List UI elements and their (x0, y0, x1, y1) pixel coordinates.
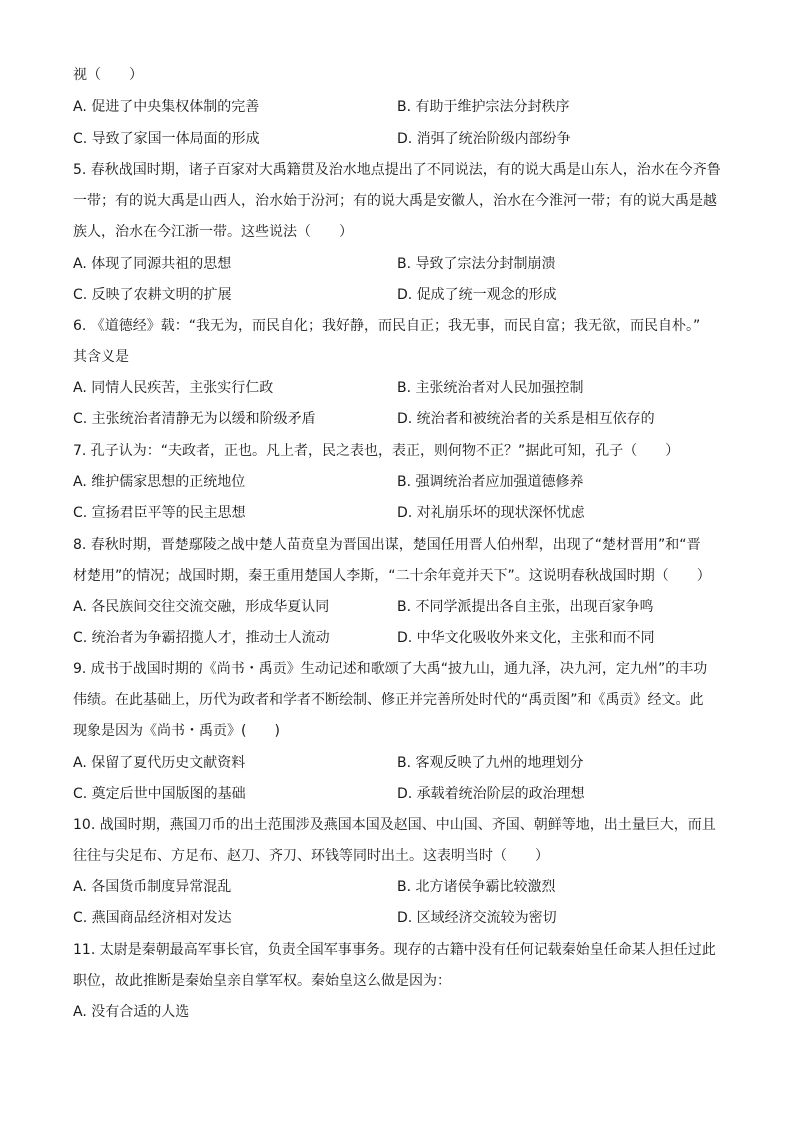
q4-option-c[interactable]: C. 导致了家国一体局面的形成 (73, 131, 260, 147)
q5-option-d[interactable]: D. 促成了统一观念的形成 (397, 287, 557, 303)
q8-stem-line-2: 材楚用”的情况；战国时期，秦王重用楚国人李斯，“二十余年竟并天下”。这说明春秋战国时期（ ） (73, 568, 711, 584)
q9-stem-line-2: 伟绩。在此基础上，历代为政者和学者不断绘制、修正并完善所处时代的“禹贡图”和《禹贡》经文。此 (73, 692, 704, 708)
q10-option-b[interactable]: B. 北方诸侯争霸比较激烈 (397, 879, 556, 895)
q8-option-a[interactable]: A. 各民族间交往交流交融，形成华夏认同 (73, 599, 330, 615)
q11-option-a[interactable]: A. 没有合适的人选 (73, 1004, 190, 1020)
q4-option-d[interactable]: D. 消弭了统治阶级内部纷争 (397, 131, 571, 147)
q10-stem-line-1: 10. 战国时期，燕国刀币的出土范围涉及燕国本国及赵国、中山国、齐国、朝鲜等地，出土量巨大，而且 (73, 817, 716, 833)
q9-stem-line-3: 现象是因为《尚书・禹贡》( ) (73, 723, 280, 739)
q10-option-d[interactable]: D. 区域经济交流较为密切 (397, 910, 557, 926)
q6-option-a[interactable]: A. 同情人民疾苦，主张实行仁政 (73, 380, 274, 396)
q7-option-a[interactable]: A. 维护儒家思想的正统地位 (73, 474, 246, 490)
q8-option-d[interactable]: D. 中华文化吸收外来文化，主张和而不同 (397, 630, 655, 646)
q6-option-d[interactable]: D. 统治者和被统治者的关系是相互依存的 (397, 411, 655, 427)
q7-stem-line-1: 7. 孔子认为：“夫政者，正也。凡上者，民之表也，表正，则何物不正？”据此可知，孔子（ ） (73, 443, 680, 459)
q10-stem-line-2: 往往与尖足布、方足布、赵刀、齐刀、环钱等同时出土。这表明当时（ ） (73, 848, 549, 864)
q7-option-d[interactable]: D. 对礼崩乐坏的现状深怀忧虑 (397, 505, 585, 521)
q8-stem-line-1: 8. 春秋时期，晋楚鄢陵之战中楚人苗贲皇为晋国出谋，楚国任用晋人伯州犁，出现了“楚材晋用”和“晋 (73, 537, 701, 553)
q6-stem-line-2: 其含义是 (73, 349, 129, 365)
q9-stem-line-1: 9. 成书于战国时期的《尚书・禹贡》生动记述和歌颂了大禹“披九山，通九泽，决九河，定九州”的丰功 (73, 661, 708, 677)
q8-option-b[interactable]: B. 不同学派提出各自主张，出现百家争鸣 (397, 599, 654, 615)
q10-option-c[interactable]: C. 燕国商品经济相对发达 (73, 910, 232, 926)
q6-stem-line-1: 6. 《道德经》载：“我无为，而民自化；我好静，而民自正；我无事，而民自富；我无欲，而民自朴。” (73, 318, 701, 334)
q5-stem-line-3: 族人，治水在今江浙一带。这些说法（ ） (73, 224, 353, 240)
q9-option-a[interactable]: A. 保留了夏代历史文献资料 (73, 755, 246, 771)
q11-stem-line-1: 11. 太尉是秦朝最高军事长官，负责全国军事事务。现存的古籍中没有任何记载秦始皇任命某人担任过此 (73, 942, 716, 958)
q9-option-b[interactable]: B. 客观反映了九州的地理划分 (397, 755, 584, 771)
q4-option-a[interactable]: A. 促进了中央集权体制的完善 (73, 99, 260, 115)
q5-stem-line-1: 5. 春秋战国时期，诸子百家对大禹籍贯及治水地点提出了不同说法，有的说大禹是山东人，治水在今齐鲁 (73, 162, 721, 178)
q7-option-c[interactable]: C. 宣扬君臣平等的民主思想 (73, 505, 246, 521)
q4-stem-tail: 视（ ） (73, 67, 143, 83)
q9-option-d[interactable]: D. 承载着统治阶层的政治理想 (397, 786, 585, 802)
q6-option-b[interactable]: B. 主张统治者对人民加强控制 (397, 380, 584, 396)
q11-stem-line-2: 职位，故此推断是秦始皇亲自掌军权。秦始皇这么做是因为： (73, 973, 451, 989)
q7-option-b[interactable]: B. 强调统治者应加强道德修养 (397, 474, 584, 490)
q5-stem-line-2: 一带；有的说大禹是山西人，治水始于汾河；有的说大禹是安徽人，治水在今淮河一带；有的说大禹是越 (73, 193, 717, 209)
q5-option-c[interactable]: C. 反映了农耕文明的扩展 (73, 287, 232, 303)
q10-option-a[interactable]: A. 各国货币制度异常混乱 (73, 879, 232, 895)
q4-option-b[interactable]: B. 有助于维护宗法分封秩序 (397, 99, 570, 115)
q5-option-a[interactable]: A. 体现了同源共祖的思想 (73, 256, 232, 272)
q5-option-b[interactable]: B. 导致了宗法分封制崩溃 (397, 256, 556, 272)
q9-option-c[interactable]: C. 奠定后世中国版图的基础 (73, 786, 246, 802)
q8-option-c[interactable]: C. 统治者为争霸招揽人才，推动士人流动 (73, 630, 330, 646)
q6-option-c[interactable]: C. 主张统治者清静无为以缓和阶级矛盾 (73, 411, 316, 427)
